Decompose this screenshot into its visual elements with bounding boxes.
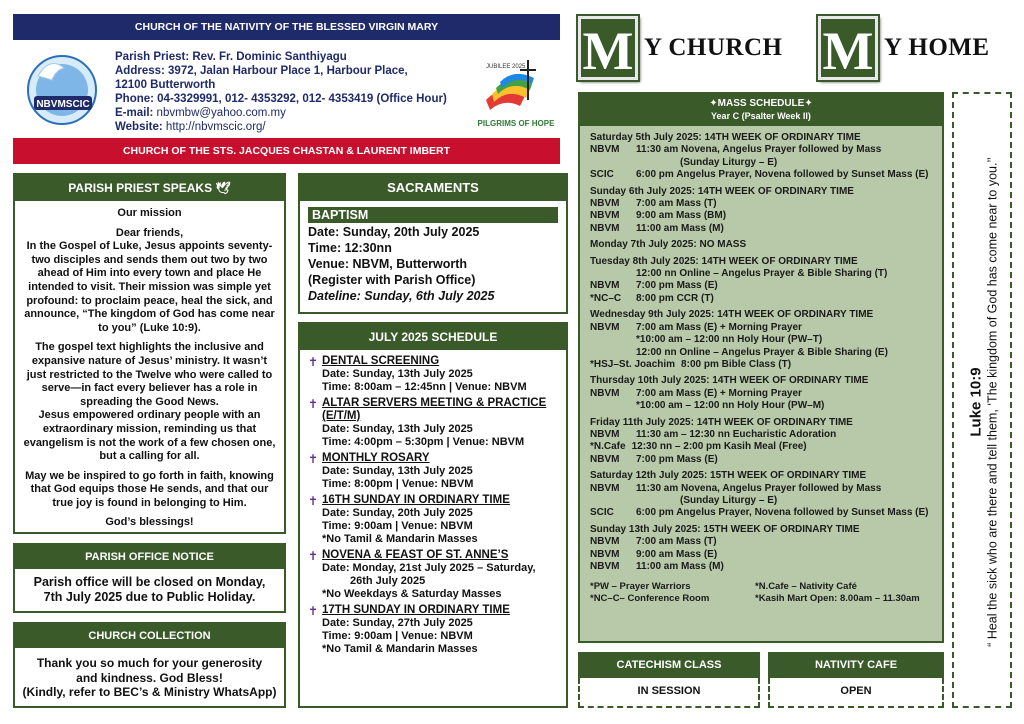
- mass-entry-text: 9:00 am Mass (E): [636, 548, 718, 560]
- parish-logo-graphic: [20, 46, 104, 130]
- baptism-label: BAPTISM: [308, 207, 558, 223]
- mass-entry-text: 8:00 pm CCR (T): [636, 292, 714, 304]
- mass-entry: [590, 507, 934, 519]
- message-paragraph-2: The gospel text highlights the inclusive and expansive nature of Jesus’ ministry. It wasn’t just restricted to the Twelve who were called to serve—in fact every believer has a role in spreading the Good News.: [26, 341, 273, 408]
- mass-entry-text: 6:00 pm Angelus Prayer, Novena followed by Sunset Mass (E): [636, 507, 929, 519]
- mass-entry: [590, 441, 934, 453]
- priest-speaks-title: PARISH PRIEST SPEAKS 🕊: [15, 175, 284, 201]
- collection-line-2: and kindness. God Bless!: [76, 670, 223, 685]
- july-schedule-title: JULY 2025 SCHEDULE: [300, 324, 566, 350]
- mass-schedule-title: ✦MASS SCHEDULE✦: [709, 98, 813, 109]
- mass-entry-place: NBVM: [590, 210, 620, 222]
- message-paragraph-3: Jesus empowered ordinary people with an extraordinary mission, reminding us that evangelism is not the work of a few chosen one, but a calling for all.: [23, 409, 276, 463]
- event-title: NOVENA & FEAST OF ST. ANNE’S: [322, 549, 509, 561]
- second-church-banner: [13, 138, 560, 164]
- mass-entry-place: NBVM: [590, 387, 620, 399]
- mass-entry-text: 11:30 am Novena, Angelus Prayer followed by Mass: [636, 482, 882, 494]
- event-detail: Date: Sunday, 13th July 2025: [322, 465, 473, 477]
- event-title: 16TH SUNDAY IN ORDINARY TIME: [322, 494, 510, 506]
- mass-day-heading: Thursday 10th July 2025: 14TH WEEK OF ORDINARY TIME: [590, 375, 869, 387]
- event-detail: 26th July 2025: [350, 575, 426, 587]
- mass-entry: [590, 322, 934, 334]
- mass-day-heading: Wednesday 9th July 2025: 14TH WEEK OF ORDINARY TIME: [590, 309, 874, 321]
- mass-entry-place: SCIC: [590, 169, 614, 181]
- event-detail: Time: 9:00am | Venue: NBVM: [322, 520, 473, 532]
- title-m-2: M: [818, 16, 878, 80]
- catechism-box: [578, 652, 760, 708]
- mass-entry: [590, 400, 934, 412]
- mass-entry-place: NBVM: [590, 536, 620, 548]
- baptism-register: (Register with Parish Office): [308, 273, 476, 287]
- baptism-time: Time: 12:30nn: [308, 241, 392, 255]
- title-m-1: M: [578, 16, 638, 80]
- cross-bullet-icon: ✝: [308, 494, 319, 508]
- event-detail: Time: 9:00am | Venue: NBVM: [322, 630, 473, 642]
- legend-row: [590, 593, 934, 605]
- legend-row: [590, 581, 934, 593]
- legend-item: *NC–C– Conference Room: [590, 593, 710, 605]
- parish-contact-info: [115, 50, 475, 134]
- verse-reference: Luke 10:9: [967, 367, 985, 437]
- office-notice-title: PARISH OFFICE NOTICE: [15, 545, 284, 569]
- mass-entry-text: 9:00 am Mass (BM): [636, 210, 727, 222]
- mass-entry: [590, 157, 934, 169]
- mass-entry-text: *10:00 am – 12:00 nn Holy Hour (PW–M): [636, 400, 825, 412]
- mass-entry: [590, 495, 934, 507]
- sacraments-title: SACRAMENTS: [300, 175, 566, 201]
- second-church-name: CHURCH OF THE STS. JACQUES CHASTAN & LAURENT IMBERT: [122, 145, 451, 157]
- mass-entry-text: 11:00 am Mass (M): [636, 561, 724, 572]
- collection-line-1: Thank you so much for your generosity: [36, 656, 263, 670]
- mass-entry-place: NBVM: [590, 198, 620, 210]
- mass-entry-text: 11:00 am Mass (M): [636, 222, 724, 234]
- email-link[interactable]: nbvmbw@yahoo.com.my: [156, 107, 286, 119]
- jubilee-top-text: JUBILEE 2025: [486, 64, 526, 70]
- mass-entry-text: 7:00 am Mass (T): [636, 536, 717, 548]
- mass-entry: [590, 280, 934, 292]
- event-title: DENTAL SCREENING: [322, 355, 440, 367]
- mass-entry-place: *HSJ–St. Joachim: [590, 358, 676, 370]
- mass-entry-place: NBVM: [590, 548, 620, 560]
- mass-entry-text: 12:00 nn Online – Angelus Prayer & Bible Sharing (T): [636, 268, 888, 280]
- legend-item: *Kasih Mart Open: 8.00am – 11.30am: [755, 593, 920, 605]
- legend-item: *PW – Prayer Warriors: [590, 581, 691, 593]
- parish-logo: [20, 46, 104, 130]
- office-notice-text: Parish office will be closed on Monday, 7th July 2025 due to Public Holiday.: [33, 575, 266, 604]
- cross-bullet-icon: ✝: [308, 355, 319, 369]
- mass-entry-place: NBVM: [590, 280, 620, 292]
- mass-entry-text: 11:30 am – 12:30 nn Eucharistic Adoration: [636, 428, 837, 440]
- mass-entry: [590, 144, 934, 156]
- event-detail: Time: 4:00pm – 5:30pm | Venue: NBVM: [322, 436, 525, 448]
- mass-entry-place: NBVM: [590, 453, 620, 465]
- baptism-deadline: Dateline: Sunday, 6th July 2025: [308, 289, 495, 303]
- title-word-1: Y CHURCH: [644, 34, 783, 61]
- event-detail: *No Weekdays & Saturday Masses: [322, 588, 502, 600]
- mass-entry-text: 7:00 pm Mass (E): [636, 453, 718, 465]
- mass-entry-text: 7:00 pm Mass (E): [636, 280, 718, 292]
- verse-text: “ Heal the sick who are there and tell them, ‘The kingdom of God has come near to you.’’: [985, 157, 1000, 647]
- cafe-box: [768, 652, 944, 708]
- event-detail: Time: 8:00pm | Venue: NBVM: [322, 478, 474, 490]
- mass-entry: [590, 334, 934, 346]
- event-detail: Date: Sunday, 20th July 2025: [322, 507, 473, 519]
- mass-entry: [590, 429, 934, 441]
- mass-entry-text: 7:00 am Mass (E) + Morning Prayer: [636, 321, 802, 333]
- event-detail: Date: Sunday, 13th July 2025: [322, 368, 473, 380]
- email-label: E-mail:: [115, 107, 154, 119]
- mass-day-heading: Sunday 13th July 2025: 15TH WEEK OF ORDINARY TIME: [590, 523, 860, 535]
- mass-entry-place: *NC–C: [590, 292, 622, 304]
- dove-icon: 🕊: [215, 181, 231, 195]
- cross-bullet-icon: ✝: [308, 549, 319, 563]
- mass-entry-place: NBVM: [590, 482, 620, 494]
- phone: Phone: 04-3329991, 012- 4353292, 012- 4353419 (Office Hour): [115, 93, 447, 105]
- baptism-venue: Venue: NBVM, Butterworth: [308, 257, 468, 271]
- cross-bullet-icon: ✝: [308, 452, 319, 466]
- mass-day-heading: Sunday 6th July 2025: 14TH WEEK OF ORDINARY TIME: [590, 185, 854, 197]
- closing: God’s blessings!: [105, 516, 194, 529]
- mass-entry: [590, 388, 934, 400]
- office-notice-panel: [13, 543, 286, 613]
- event-title: MONTHLY ROSARY: [322, 452, 430, 464]
- mass-day-heading: Tuesday 8th July 2025: 14TH WEEK OF ORDINARY TIME: [590, 255, 858, 267]
- mass-entry: [590, 198, 934, 210]
- mass-entry: [590, 268, 934, 280]
- event-title: 17TH SUNDAY IN ORDINARY TIME: [322, 604, 510, 616]
- jubilee-logo-graphic: [476, 50, 556, 130]
- event-detail: Date: Monday, 21st July 2025 – Saturday,: [322, 562, 536, 574]
- cross-bullet-icon: ✝: [308, 397, 319, 411]
- july-schedule-panel: [298, 322, 568, 708]
- mass-entry-place: NBVM: [590, 428, 620, 440]
- verse-rotated: [968, 102, 1001, 702]
- mass-entry: [590, 210, 934, 222]
- schedule-event: [300, 452, 566, 491]
- collection-line-3: (Kindly, refer to BEC’s & Ministry WhatsApp): [22, 685, 277, 699]
- mass-entry: [590, 359, 934, 371]
- event-detail: Date: Sunday, 13th July 2025: [322, 423, 473, 435]
- greeting: Dear friends,: [115, 226, 184, 239]
- catechism-status: IN SESSION: [578, 678, 760, 708]
- cafe-title: NATIVITY CAFE: [768, 652, 944, 678]
- event-detail: *No Tamil & Mandarin Masses: [322, 643, 478, 655]
- church-name: CHURCH OF THE NATIVITY OF THE BLESSED VIRGIN MARY: [134, 21, 439, 33]
- mission-heading: Our mission: [117, 207, 182, 219]
- mass-entry-place: *N.Cafe: [590, 441, 626, 453]
- website-label: Website:: [115, 121, 163, 133]
- mass-entry-text: 7:00 am Mass (T): [636, 198, 717, 210]
- mass-day-heading: Monday 7th July 2025: NO MASS: [590, 239, 747, 251]
- mass-entry: [590, 223, 934, 235]
- title-word-2: Y HOME: [884, 34, 990, 61]
- mass-day-heading: Saturday 5th July 2025: 14TH WEEK OF ORDINARY TIME: [590, 132, 861, 143]
- mass-entry-place: NBVM: [590, 561, 620, 572]
- event-title: ALTAR SERVERS MEETING & PRACTICE (E/T/M): [322, 397, 547, 422]
- mass-day-heading: Saturday 12th July 2025: 15TH WEEK OF ORDINARY TIME: [590, 470, 867, 482]
- cross-bullet-icon: ✝: [308, 604, 319, 618]
- mass-entry-place: NBVM: [590, 144, 620, 156]
- schedule-event: [300, 355, 566, 394]
- mass-entry-text: 8:00 pm Bible Class (T): [681, 358, 792, 370]
- sacraments-panel: [298, 173, 568, 314]
- mass-entry-place: NBVM: [590, 222, 620, 234]
- mass-entry-text: 7:00 am Mass (E) + Morning Prayer: [636, 387, 802, 399]
- mass-entry: [590, 536, 934, 548]
- mass-day-heading: Friday 11th July 2025: 14TH WEEK OF ORDINARY TIME: [590, 416, 853, 428]
- parish-priest: Parish Priest: Rev. Fr. Dominic Santhiyagu: [115, 51, 347, 63]
- event-detail: Date: Sunday, 27th July 2025: [322, 617, 473, 629]
- event-detail: Time: 8:00am – 12:45nn | Venue: NBVM: [322, 381, 527, 393]
- mass-entry: [590, 347, 934, 359]
- legend-item: *N.Cafe – Nativity Café: [755, 581, 857, 593]
- mass-entry-text: 11:30 am Novena, Angelus Prayer followed by Mass: [636, 144, 882, 156]
- mass-entry: [590, 561, 934, 573]
- website-link[interactable]: http://nbvmscic.org/: [165, 121, 266, 133]
- baptism-date: Date: Sunday, 20th July 2025: [308, 225, 480, 239]
- mass-entry: [590, 483, 934, 495]
- event-detail: *No Tamil & Mandarin Masses: [322, 533, 478, 545]
- priest-speaks-panel: [13, 173, 286, 534]
- schedule-event: [300, 549, 566, 601]
- mass-entry-text: *10:00 am – 12:00 nn Holy Hour (PW–T): [636, 334, 823, 346]
- message-paragraph-4: May we be inspired to go forth in faith, knowing that God equips those He sends, and that our true joy is found in belonging to Him.: [25, 469, 274, 509]
- jubilee-bottom-text: PILGRIMS OF HOPE: [477, 119, 555, 128]
- message-paragraph-1: In the Gospel of Luke, Jesus appoints seventy-two disciples and sends them out two by two ahead of Him into every town and place He intended to visit. Their mission was simple yet profound: to proclaim peace, heal the sick, and announce, “The kingdom of God has come near to you” (Luke 10:9).: [24, 240, 275, 334]
- mass-entry-text: (Sunday Liturgy – E): [680, 156, 778, 168]
- mass-entry: [590, 549, 934, 561]
- mass-entry-text: 12:00 nn Online – Angelus Prayer & Bible Sharing (E): [636, 346, 888, 358]
- mass-entry: [590, 293, 934, 305]
- collection-panel: [13, 622, 286, 708]
- mass-entry-text: (Sunday Liturgy – E): [680, 494, 778, 506]
- jubilee-logo: [476, 50, 556, 130]
- mass-entry: [590, 454, 934, 466]
- church-name-banner: [13, 14, 560, 40]
- collection-title: CHURCH COLLECTION: [15, 624, 284, 648]
- schedule-event: [300, 494, 566, 546]
- logo-text: NBVMSCIC: [36, 99, 90, 110]
- verse-box: [952, 92, 1012, 708]
- mass-entry-text: 12:30 nn – 2:00 pm Kasih Meal (Free): [631, 441, 807, 453]
- mass-entry-text: 6:00 pm Angelus Prayer, Novena followed by Sunset Mass (E): [636, 169, 929, 181]
- address-line-1: Address: 3972, Jalan Harbour Place 1, Harbour Place,: [115, 65, 408, 77]
- mass-entry-place: NBVM: [590, 321, 620, 333]
- schedule-event: [300, 604, 566, 656]
- catechism-title: CATECHISM CLASS: [578, 652, 760, 678]
- mass-entry: [590, 169, 934, 181]
- mass-entry-place: SCIC: [590, 507, 614, 519]
- cafe-status: OPEN: [768, 678, 944, 708]
- mass-schedule-subtitle: Year C (Psalter Week II): [711, 111, 811, 121]
- mass-schedule-panel: [578, 92, 944, 643]
- schedule-event: [300, 397, 566, 449]
- address-line-2: 12100 Butterworth: [115, 79, 216, 91]
